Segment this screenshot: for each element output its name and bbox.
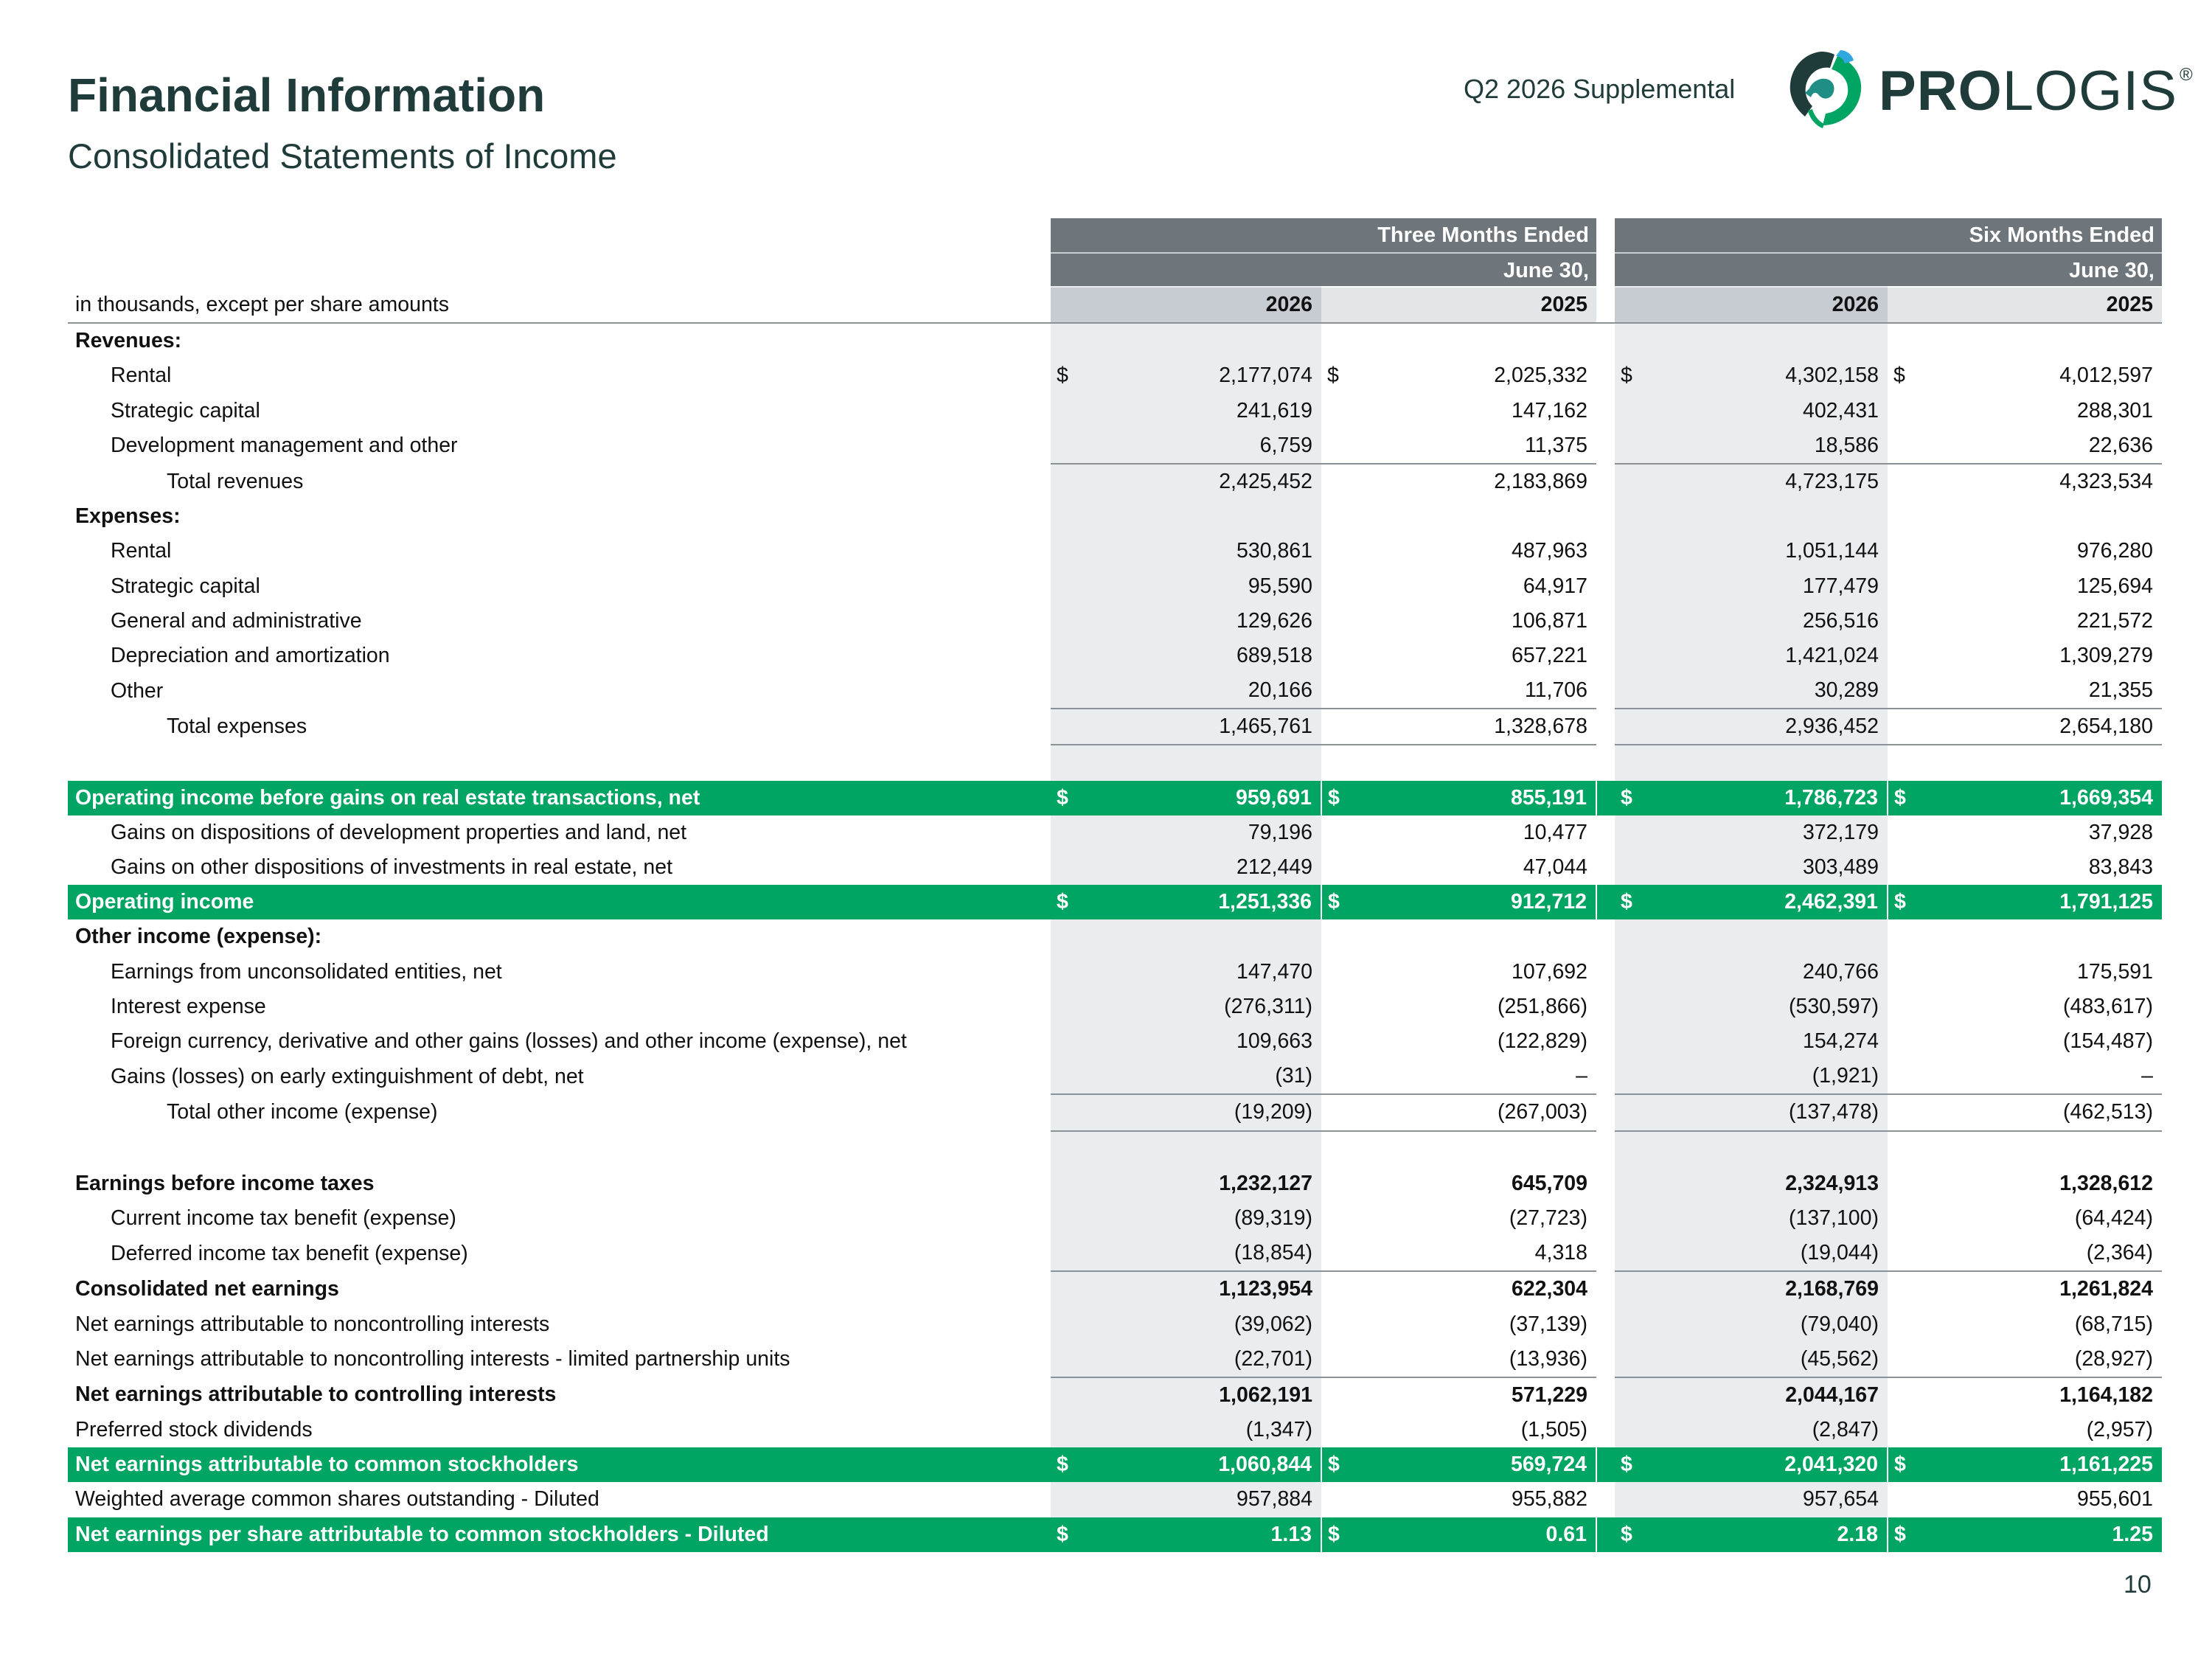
currency-symbol: $	[1321, 1517, 1351, 1552]
cell-value: 2,177,074	[1219, 364, 1312, 388]
cell-value: 11,375	[1524, 433, 1587, 457]
row-label: Net earnings attributable to controlling interests	[75, 1382, 557, 1407]
cell-value: (13,936)	[1509, 1346, 1587, 1371]
cell-value: 18,586	[1814, 433, 1879, 457]
cell-value: 1.13	[1080, 1517, 1321, 1552]
cell-value: (267,003)	[1351, 1094, 1596, 1130]
table-row	[68, 464, 2162, 499]
cell-value: 129,626	[1236, 608, 1312, 633]
cell-value	[1351, 499, 1596, 534]
cell-value: 125,694	[2076, 574, 2153, 598]
cell-value	[1351, 745, 1596, 780]
cell-value: 175,591	[2076, 959, 2153, 984]
cell-value: 20,166	[1248, 678, 1312, 703]
cell-value: 30,289	[1814, 678, 1879, 703]
cell-value: (122,829)	[1497, 1029, 1587, 1054]
table-row	[68, 709, 2162, 745]
cell-value: 569,724	[1351, 1447, 1596, 1482]
table-row	[68, 815, 2162, 850]
cell-value: (276,311)	[1224, 994, 1312, 1018]
highlight-row	[68, 1517, 2162, 1552]
cell-value	[1644, 1131, 1888, 1166]
cell-value: 6,759	[1259, 433, 1312, 457]
cell-value: (19,209)	[1080, 1094, 1321, 1130]
cell-value: (45,562)	[1800, 1346, 1879, 1371]
cell-value	[1917, 745, 2162, 780]
cell-value: 37,928	[2088, 820, 2153, 844]
row-label: Gains on dispositions of development properties and land, net	[111, 820, 687, 844]
year-header-6m-2025: 2025	[1917, 288, 2162, 323]
currency-symbol: $	[1888, 1447, 1917, 1482]
cell-value: (251,866)	[1497, 994, 1587, 1018]
cell-value: 2,044,167	[1644, 1377, 1888, 1413]
row-label: Rental	[111, 539, 172, 563]
cell-value: 177,479	[1802, 574, 1879, 598]
cell-value: 4,723,175	[1644, 464, 1888, 499]
row-label: Depreciation and amortization	[111, 643, 390, 667]
page-subtitle: Consolidated Statements of Income	[68, 136, 617, 175]
cell-value: 64,917	[1523, 574, 1587, 598]
table-row	[68, 1201, 2162, 1236]
cell-value: (37,139)	[1509, 1312, 1587, 1336]
row-label: Preferred stock dividends	[75, 1418, 313, 1442]
row-label: Operating income before gains on real estate transactions, net	[68, 781, 1051, 815]
cell-value: (18,854)	[1234, 1241, 1312, 1265]
cell-value	[1644, 745, 1888, 780]
table-row	[68, 639, 2162, 673]
cell-value: 4,323,534	[1917, 464, 2162, 499]
table-row	[68, 394, 2162, 428]
row-label: Expenses:	[75, 504, 181, 529]
cell-value: (530,597)	[1788, 994, 1879, 1018]
cell-value: 303,489	[1802, 855, 1879, 880]
cell-value: 106,871	[1511, 608, 1587, 633]
cell-value: –	[2141, 1064, 2153, 1088]
cell-value: 530,861	[1236, 539, 1312, 563]
cell-value: 147,162	[1511, 398, 1587, 422]
table-row	[68, 569, 2162, 604]
year-header-3m-2025: 2025	[1351, 288, 1596, 323]
currency-symbol: $	[1051, 1517, 1080, 1552]
table-row	[68, 1377, 2162, 1413]
cell-value	[1917, 919, 2162, 954]
cell-value: (1,505)	[1520, 1418, 1587, 1442]
table-row	[68, 1342, 2162, 1377]
cell-value: 240,766	[1802, 959, 1879, 984]
cell-value: 855,191	[1351, 781, 1596, 815]
cell-value	[1644, 323, 1888, 358]
row-label: Other	[111, 678, 164, 703]
cell-value: (2,364)	[2086, 1241, 2153, 1265]
cell-value: (64,424)	[2074, 1206, 2153, 1230]
cell-value: (31)	[1275, 1064, 1312, 1088]
cell-value: 487,963	[1511, 539, 1587, 563]
year-header-3m-2026: 2026	[1080, 288, 1321, 323]
cell-value	[1351, 1131, 1596, 1166]
cell-value: (22,701)	[1234, 1346, 1312, 1371]
table-row	[68, 990, 2162, 1024]
row-label: Strategic capital	[111, 398, 260, 422]
row-label: Rental	[111, 364, 172, 388]
cell-value: 645,709	[1511, 1171, 1587, 1195]
table-row	[68, 1094, 2162, 1130]
cell-value: (137,478)	[1644, 1094, 1888, 1130]
cell-value: 1,791,125	[1917, 885, 2162, 919]
cell-value: 402,431	[1802, 398, 1879, 422]
cell-value	[1080, 1131, 1321, 1166]
cell-value	[1351, 323, 1596, 358]
cell-value	[1080, 323, 1321, 358]
supplemental-label: Q2 2026 Supplemental	[1464, 74, 1736, 104]
row-label: Development management and other	[111, 434, 458, 458]
table-row	[68, 534, 2162, 568]
row-label: Operating income	[68, 885, 1051, 919]
cell-value: 955,882	[1511, 1487, 1587, 1512]
row-label	[68, 745, 1051, 780]
cell-value	[1351, 919, 1596, 954]
cell-value: 0.61	[1351, 1517, 1596, 1552]
cell-value: 2.18	[1644, 1517, 1888, 1552]
cell-value: (79,040)	[1800, 1312, 1879, 1336]
cell-value: 2,025,332	[1494, 364, 1587, 388]
page-title: Financial Information	[68, 69, 546, 122]
row-label: Net earnings attributable to common stockholders	[68, 1447, 1051, 1482]
prologis-globe-icon	[1783, 47, 1871, 130]
cell-value: 154,274	[1802, 1029, 1879, 1054]
cell-value: 657,221	[1511, 643, 1587, 667]
cell-value: 2,425,452	[1080, 464, 1321, 499]
prologis-wordmark: PROLOGIS ®	[1879, 60, 2194, 122]
cell-value: 912,712	[1351, 885, 1596, 919]
cell-value: 47,044	[1523, 855, 1587, 880]
table-row	[68, 955, 2162, 990]
cell-value: 4,012,597	[2059, 364, 2153, 388]
table-row	[68, 1271, 2162, 1307]
row-label: Earnings from unconsolidated entities, net	[111, 959, 502, 984]
table-row	[68, 1482, 2162, 1517]
cell-value: 1,309,279	[2059, 643, 2153, 667]
cell-value: 957,654	[1802, 1487, 1879, 1512]
cell-value: (28,927)	[2074, 1346, 2153, 1371]
currency-symbol: $	[1615, 1517, 1644, 1552]
currency-symbol: $	[1615, 781, 1644, 815]
cell-value: (27,723)	[1509, 1206, 1587, 1230]
cell-value: 288,301	[2076, 398, 2153, 422]
page-number: 10	[2124, 1571, 2152, 1599]
currency-symbol: $	[1615, 885, 1644, 919]
row-label: Net earnings per share attributable to common stockholders - Diluted	[68, 1517, 1051, 1552]
cell-value: 1.25	[1917, 1517, 2162, 1552]
cell-value	[1080, 745, 1321, 780]
currency-symbol: $	[1321, 885, 1351, 919]
cell-value	[1917, 323, 2162, 358]
cell-value: 147,470	[1236, 959, 1312, 984]
table-row	[68, 1307, 2162, 1341]
currency-symbol: $	[1321, 1447, 1351, 1482]
row-label: Gains (losses) on early extinguishment of debt, net	[111, 1064, 584, 1088]
highlight-row	[68, 1447, 2162, 1482]
row-label: Total other income (expense)	[167, 1100, 438, 1124]
cell-value	[1080, 919, 1321, 954]
cell-value: 1,261,824	[1917, 1271, 2162, 1307]
highlight-row	[68, 781, 2162, 815]
three-months-date: June 30,	[1051, 252, 1596, 286]
table-row	[68, 673, 2162, 709]
cell-value: 957,884	[1236, 1487, 1312, 1512]
cell-value: 1,161,225	[1917, 1447, 2162, 1482]
table-row	[68, 358, 2162, 393]
cell-value: 1,062,191	[1080, 1377, 1321, 1413]
cell-value: 4,318	[1534, 1241, 1587, 1265]
unit-note: in thousands, except per share amounts	[68, 288, 1051, 323]
currency-symbol: $	[1051, 885, 1080, 919]
row-label: Gains on other dispositions of investments in real estate, net	[111, 855, 672, 880]
cell-value: 2,168,769	[1644, 1271, 1888, 1307]
cell-value: 1,786,723	[1644, 781, 1888, 815]
row-label: Net earnings attributable to noncontrolling interests	[75, 1312, 550, 1336]
currency-symbol: $	[1888, 885, 1917, 919]
cell-value: (19,044)	[1800, 1241, 1879, 1265]
currency-symbol: $	[1327, 364, 1339, 388]
row-label: Other income (expense):	[75, 925, 322, 949]
cell-value: 2,936,452	[1644, 709, 1888, 745]
cell-value: –	[1576, 1064, 1587, 1088]
table-row	[68, 323, 2162, 358]
cell-value: 1,328,678	[1351, 709, 1596, 745]
row-label: Net earnings attributable to noncontrolling interests - limited partnership units	[75, 1347, 790, 1371]
cell-value: (137,100)	[1788, 1206, 1879, 1230]
cell-value: 212,449	[1236, 855, 1312, 880]
cell-value: 256,516	[1802, 608, 1879, 633]
cell-value: 571,229	[1351, 1377, 1596, 1413]
cell-value: 1,060,844	[1080, 1447, 1321, 1482]
six-months-header: Six Months Ended	[1615, 218, 2162, 252]
table-row	[68, 428, 2162, 464]
currency-symbol: $	[1893, 364, 1905, 388]
cell-value	[1644, 919, 1888, 954]
cell-value: (39,062)	[1234, 1312, 1312, 1336]
cell-value: 2,462,391	[1644, 885, 1888, 919]
currency-symbol: $	[1051, 1447, 1080, 1482]
table-row	[68, 1059, 2162, 1094]
cell-value: 107,692	[1511, 959, 1587, 984]
table-row	[68, 1236, 2162, 1271]
cell-value	[1644, 499, 1888, 534]
cell-value: 109,663	[1236, 1029, 1312, 1054]
table-row	[68, 1166, 2162, 1201]
row-label: Consolidated net earnings	[75, 1276, 339, 1301]
column-header-row	[68, 288, 2162, 323]
table-row	[68, 1131, 2162, 1166]
cell-value: 1,051,144	[1785, 539, 1879, 563]
income-statement-table	[68, 288, 2162, 1552]
currency-symbol: $	[1051, 781, 1080, 815]
cell-value	[1917, 499, 2162, 534]
cell-value: 11,706	[1524, 678, 1587, 703]
row-label: Weighted average common shares outstanding - Diluted	[75, 1487, 599, 1512]
cell-value: 79,196	[1248, 820, 1312, 844]
table-row	[68, 604, 2162, 639]
row-label: Foreign currency, derivative and other gains (losses) and other income (expense), net	[111, 1029, 907, 1054]
table-row	[68, 1413, 2162, 1447]
cell-value: (154,487)	[2062, 1029, 2153, 1054]
highlight-row	[68, 885, 2162, 919]
row-label: General and administrative	[111, 608, 362, 633]
cell-value: 10,477	[1523, 820, 1587, 844]
currency-symbol: $	[1888, 781, 1917, 815]
cell-value: 1,328,612	[2059, 1171, 2153, 1195]
cell-value: 4,302,158	[1785, 364, 1879, 388]
currency-symbol: $	[1621, 364, 1632, 388]
cell-value: 2,183,869	[1351, 464, 1596, 499]
row-label: Deferred income tax benefit (expense)	[111, 1241, 468, 1265]
row-label: Strategic capital	[111, 574, 260, 598]
cell-value: 21,355	[2088, 678, 2153, 703]
currency-symbol: $	[1321, 781, 1351, 815]
cell-value: 2,654,180	[1917, 709, 2162, 745]
cell-value: 22,636	[2088, 433, 2153, 457]
table-row	[68, 919, 2162, 954]
row-label	[68, 1131, 1051, 1166]
cell-value: 241,619	[1236, 398, 1312, 422]
cell-value: 959,691	[1080, 781, 1321, 815]
currency-symbol: $	[1888, 1517, 1917, 1552]
row-label: Revenues:	[75, 329, 182, 353]
cell-value: (2,957)	[2086, 1418, 2153, 1442]
currency-symbol: $	[1615, 1447, 1644, 1482]
cell-value: 622,304	[1351, 1271, 1596, 1307]
row-label: Total expenses	[167, 714, 307, 739]
cell-value: (1,347)	[1245, 1418, 1312, 1442]
cell-value	[1917, 1131, 2162, 1166]
cell-value: 1,251,336	[1080, 885, 1321, 919]
cell-value: 83,843	[2088, 855, 2153, 880]
cell-value: 955,601	[2076, 1487, 2153, 1512]
row-label: Current income tax benefit (expense)	[111, 1206, 456, 1230]
three-months-header: Three Months Ended	[1051, 218, 1596, 252]
cell-value: 976,280	[2076, 539, 2153, 563]
cell-value: 1,232,127	[1219, 1171, 1312, 1195]
cell-value: 1,465,761	[1080, 709, 1321, 745]
cell-value: 1,669,354	[1917, 781, 2162, 815]
table-row	[68, 1024, 2162, 1059]
six-months-date: June 30,	[1615, 252, 2162, 286]
cell-value: 1,123,954	[1080, 1271, 1321, 1307]
cell-value: (89,319)	[1234, 1206, 1312, 1230]
cell-value: 1,421,024	[1785, 643, 1879, 667]
cell-value: (462,513)	[1917, 1094, 2162, 1130]
cell-value: (68,715)	[2074, 1312, 2153, 1336]
cell-value: 372,179	[1802, 820, 1879, 844]
row-label: Total revenues	[167, 469, 304, 493]
table-row	[68, 745, 2162, 780]
cell-value: 1,164,182	[1917, 1377, 2162, 1413]
cell-value	[1080, 499, 1321, 534]
row-label: Interest expense	[111, 994, 266, 1018]
cell-value: 2,041,320	[1644, 1447, 1888, 1482]
cell-value: (1,921)	[1812, 1064, 1879, 1088]
year-header-6m-2026: 2026	[1644, 288, 1888, 323]
cell-value: 2,324,913	[1785, 1171, 1879, 1195]
cell-value: 221,572	[2076, 608, 2153, 633]
cell-value: (483,617)	[2062, 994, 2153, 1018]
table-row	[68, 850, 2162, 885]
table-row	[68, 499, 2162, 534]
currency-symbol: $	[1057, 364, 1068, 388]
row-label: Earnings before income taxes	[75, 1171, 375, 1195]
cell-value: (2,847)	[1812, 1418, 1879, 1442]
cell-value: 95,590	[1248, 574, 1312, 598]
cell-value: 689,518	[1236, 643, 1312, 667]
